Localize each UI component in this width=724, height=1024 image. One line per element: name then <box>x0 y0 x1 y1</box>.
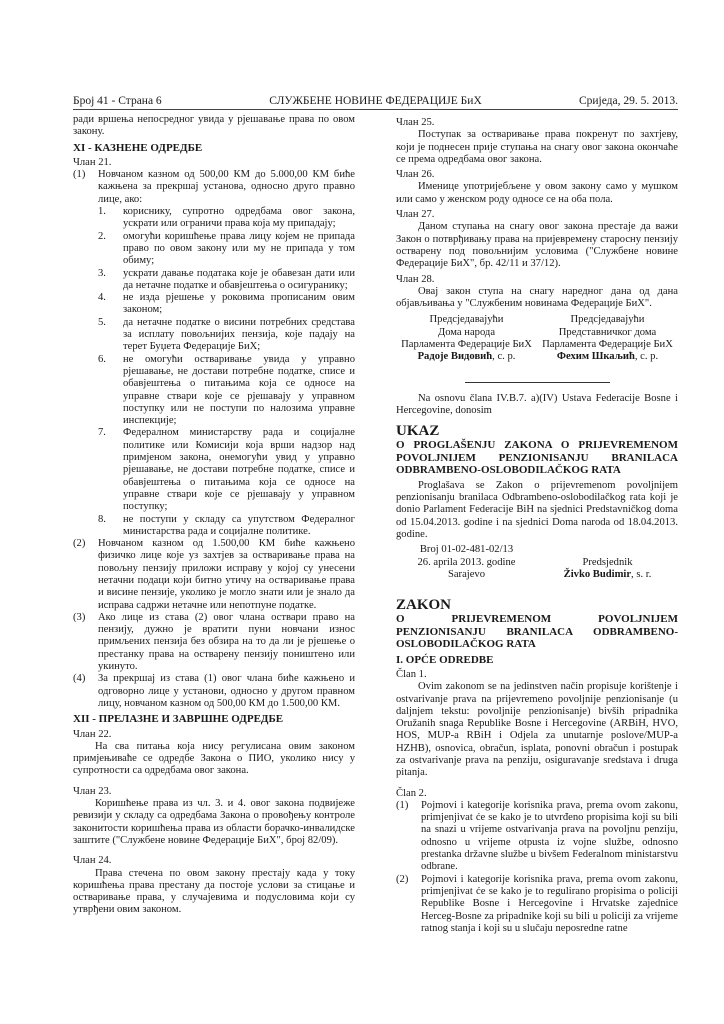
list-item <box>98 292 355 317</box>
signature-house-of-representatives <box>537 314 678 363</box>
signatory-name: Радоје Видовић <box>417 351 493 363</box>
paragraph-text: Pojmovi i kategorije korisnika prava, prema ovom zakonu, primjenjivat će se kako je to utvrđeno propisima koji su bili na snazi u vrijeme ostvarivanja prava na povoljnu penziju, odnosno u vrijeme otpusta iz vojne službe, odnosno prestanka državne službe u bivšem Federalnom ministarstvu odbrane. <box>421 799 678 873</box>
item-number: 3. <box>98 267 106 279</box>
paragraph-number: (1) <box>73 169 86 181</box>
item-number: 6. <box>98 353 106 365</box>
publication-date: Сриједа, 29. 5. 2013. <box>578 95 678 107</box>
law-subtitle: O PRIJEVREMENOM POVOLJNIJEM PENZIONISANJU BRANILACA ODBRAMBENO-OSLOBODILAČKOG RATA <box>396 613 678 651</box>
section-heading-xii: XII - ПРЕЛАЗНЕ И ЗАВРШНЕ ОДРЕДБЕ <box>73 713 284 726</box>
article-28-text: Овај закон ступа на снагу наредног дана од дана објављивања у "Службеним новинама Федерације БиХ". <box>396 285 678 310</box>
signature-role: Предсједавајући <box>570 314 645 326</box>
paragraph-text: За прекршај из става (1) овог члана биће кажњено и одговорно лице у установи, односно у другом правном лицу, новчаном казном од 500,00 КМ до 1.500,00 КМ. <box>98 673 355 709</box>
list-item <box>98 427 355 513</box>
paragraph-number: (3) <box>73 611 86 623</box>
article-24-text: Права стечена по овом закону престају када у току коришћења права престану да постоје услови за стицање и остваривање права, у случајевима и подусловима који су утврђени овим законом. <box>73 867 355 916</box>
article-23-title: Члан 23. <box>73 785 112 797</box>
signature-house-of-peoples <box>396 314 537 363</box>
paragraph-number: (1) <box>396 799 409 811</box>
article-2-title: Član 2. <box>396 787 427 799</box>
signature-role: Предсједавајући <box>429 314 504 326</box>
signatory-name: Фехим Шкаљић <box>556 351 635 363</box>
article-21-title: Члан 21. <box>73 156 112 168</box>
article-26-text: Именице употријебљене у овом закону само у мушком или само у женском роду односе се на оба пола. <box>396 181 678 205</box>
article-21-paragraph-1 <box>73 169 355 206</box>
item-text: Федералном министарству рада и социјалне политике или Комисији која врши надзор над примјеном закона, онемогући увид у управно рјешавање, не достави потребне податке, списе и обавјештења о питањима која се односе на управне ствари које се рјешавају у управном поступку; <box>123 427 355 513</box>
paragraph-number: (4) <box>73 673 86 685</box>
article-28-title: Члан 28. <box>396 273 435 285</box>
article-27-title: Члан 27. <box>396 209 435 221</box>
list-item <box>98 317 355 354</box>
left-column <box>73 114 355 917</box>
item-number: 4. <box>98 292 106 304</box>
list-item <box>98 206 355 231</box>
section-heading-xi: XI - КАЗНЕНЕ ОДРЕДБЕ <box>73 141 203 154</box>
ukaz-intro: Na osnovu člana IV.B.7. a)(IV) Ustava Federacije Bosne i Hercegovine, donosim <box>396 392 678 416</box>
law-title: ZAKON <box>396 597 452 614</box>
decree-date: 26. aprila 2013. godine <box>417 556 516 568</box>
item-text: ускрати давање података које је обавезан дати или да нетачне податке и обавјештења о осигуранику; <box>123 267 355 291</box>
paragraph-number: (2) <box>396 873 409 885</box>
article-22-text: На сва питања која нису регулисана овим законом примјењиваће се одредбе Закона о ПИО, уколико нису у супротности са одредбама овог закона. <box>73 740 355 777</box>
issue-page-number: Број 41 - Страна 6 <box>73 95 162 107</box>
item-number: 5. <box>98 316 106 328</box>
ukaz-subtitle: O PROGLAŠENJU ZAKONA O PRIJEVREMENOM POVOLJNIJEM PENZIONISANJU BRANILACA ODBRAMBENO-OSLOBODILAČKOG RATA <box>396 439 678 477</box>
article-25-title: Члан 25. <box>396 117 435 128</box>
article-2-paragraph-2 <box>396 874 678 935</box>
item-number: 2. <box>98 230 106 242</box>
article-25-text: Поступак за остваривање права покренут по захтјеву, који је поднесен прије ступања на снагу овог закона окончаће се према одредбама овог закона. <box>396 129 678 165</box>
item-number: 7. <box>98 427 106 439</box>
article-21-paragraph-2 <box>73 538 355 612</box>
item-text: не изда рјешење у роковима прописаним овим законом; <box>123 292 355 316</box>
article-1-text: Ovim zakonom se na jedinstven način propisuje korištenje i ostvarivanje prava na prijevremeno povoljnije penzionisanje (u daljnjem tekstu: povoljnije penzionisanje) bivših pripadnika Oružanih snaga Republike Bosne i Hercegovine (ARBiH, HVO, HOS, MUP-a RBiH i Odjela za unutarnje poslove/MUP-a HZHB), osnovica, obračun, isplata, ponovni obračun i postupak za ostvarivanje prava na penziju, osiguravanje sredstava i druga pitanja. <box>396 681 678 779</box>
signature-block <box>396 314 678 363</box>
right-column <box>396 114 678 935</box>
paragraph-text: Новчаном казном од 1.500,00 КМ биће кажњено физичко лице које уз захтјев за остваривање права на повољну пензију приложи исправу у којој су унесени нетачни подаци који битно утичу на остваривање права и висине пензије, уколико је могло знати или је знало да исправа садржи нетачне или непотпуне податке. <box>98 538 355 611</box>
item-number: 8. <box>98 513 106 525</box>
signature-body: Дома народа <box>437 326 496 338</box>
article-21-paragraph-4 <box>73 673 355 710</box>
signature-parliament: Парламента Федерације БиХ <box>401 339 532 351</box>
article-21-paragraph-3 <box>73 612 355 673</box>
president-name: Živko Budimir <box>563 568 632 580</box>
section-divider <box>465 382 610 383</box>
list-item <box>98 354 355 428</box>
item-number: 1. <box>98 206 106 218</box>
ukaz-text: Proglašava se Zakon o prijevremenom povoljnijem penzionisanju branilaca Odbrambeno-oslobodilačkog rata koji je donio Parlament Federacije BiH na sjednici Predstavničkog doma od 15.04.2013. godine i na sjednici Doma naroda od 18.04.2013. godine. <box>396 479 678 540</box>
paragraph-text: Ако лице из става (2) овог члана оствари право на пензију, дужно је вратити пуни новчани износ примљених пензија без обзира на то да ли је рјешење о престанку права на остварену пензију поништено или укинуто. <box>98 611 355 673</box>
decree-number: Broj 01-02-481-02/13 <box>419 544 514 556</box>
list-item <box>98 514 355 539</box>
article-23-text: Коришћење права из чл. 3. и 4. овог закона подвијеже ревизији у складу са одредбама Закона о провођењу контроле законитости коришћења права из области борачко-инвалидске заштите ("Службене новине Федерације БиХ", број 82/09). <box>73 798 355 846</box>
list-item <box>98 268 355 293</box>
signature-body: Представничког дома <box>558 326 657 338</box>
signature-parliament: Парламента Федерације БиХ <box>542 339 673 351</box>
item-text: омогући коришћење права лицу којем не припада право по овом закону или му не припада у том обиму; <box>123 230 355 267</box>
article-22-title: Члан 22. <box>73 728 112 740</box>
paragraph-text: Pojmovi i kategorije korisnika prava, prema ovom zakonu, primjenjivat će se kako je to regulirano propisima o policiji Republike Bosne i Hercegovine i Hrvatske zajednice Herceg-Bosne za pripadnike koji su bili u policiji za vrijeme ratnog stanja i koji su u slučaju neposredne ratne <box>421 873 678 934</box>
paragraph-number: (2) <box>73 538 86 550</box>
decree-place: Sarajevo <box>447 568 486 580</box>
publication-title: СЛУЖБЕНЕ НОВИНЕ ФЕДЕРАЦИЈЕ БиХ <box>269 95 482 107</box>
signatory-suffix: , с. р. <box>634 351 659 363</box>
signatory-suffix: , с. р. <box>492 351 516 363</box>
item-text: да нетачне податке о висини потребних средстава за исплату повољнијих пензија, које падају на терет Буџета Федерације БиХ; <box>123 316 355 353</box>
item-text: не поступи у складу са упутством Федералног министарства рада и социјалне политике. <box>123 513 355 537</box>
president-role: Predsjednik <box>582 556 633 568</box>
article-1-title: Član 1. <box>396 668 427 680</box>
ukaz-title: UKAZ <box>396 423 440 440</box>
continuation-text: ради вршења непосредног увида у рјешавање права по овом закону. <box>73 114 355 138</box>
article-2-paragraph-1 <box>396 800 678 874</box>
item-text: не омогући остваривање увида у управно рјешавање, не достави потребне податке, списе и обавјештења о питањима која се односе на управне ствари које се рјешавају у управном поступку или не поступи по налозима управне инспекције; <box>123 353 355 427</box>
paragraph-text: Новчаном казном од 500,00 КМ до 5.000,00 КМ биће кажњена за прекршај установа, односно друго правно лице, ако: <box>98 169 355 205</box>
decree-reference <box>396 544 678 581</box>
article-24-title: Члан 24. <box>73 855 112 867</box>
section-heading-i: I. OPĆE ODREDBE <box>396 653 494 666</box>
president-suffix: , s. r. <box>631 568 652 580</box>
page-header <box>73 95 678 110</box>
article-27-text: Даном ступања на снагу овог закона престаје да важи Закон о потврђивању права на пријевремену старосну пензију остварену под повољнијим условима ("Службене новине Федерације БиХ", бр. 42/11 и 37/12). <box>396 221 678 270</box>
list-item <box>98 231 355 268</box>
article-26-title: Члан 26. <box>396 169 435 181</box>
item-text: кориснику, супротно одредбама овог закона, ускрати или ограничи права која му припадају; <box>123 206 355 230</box>
